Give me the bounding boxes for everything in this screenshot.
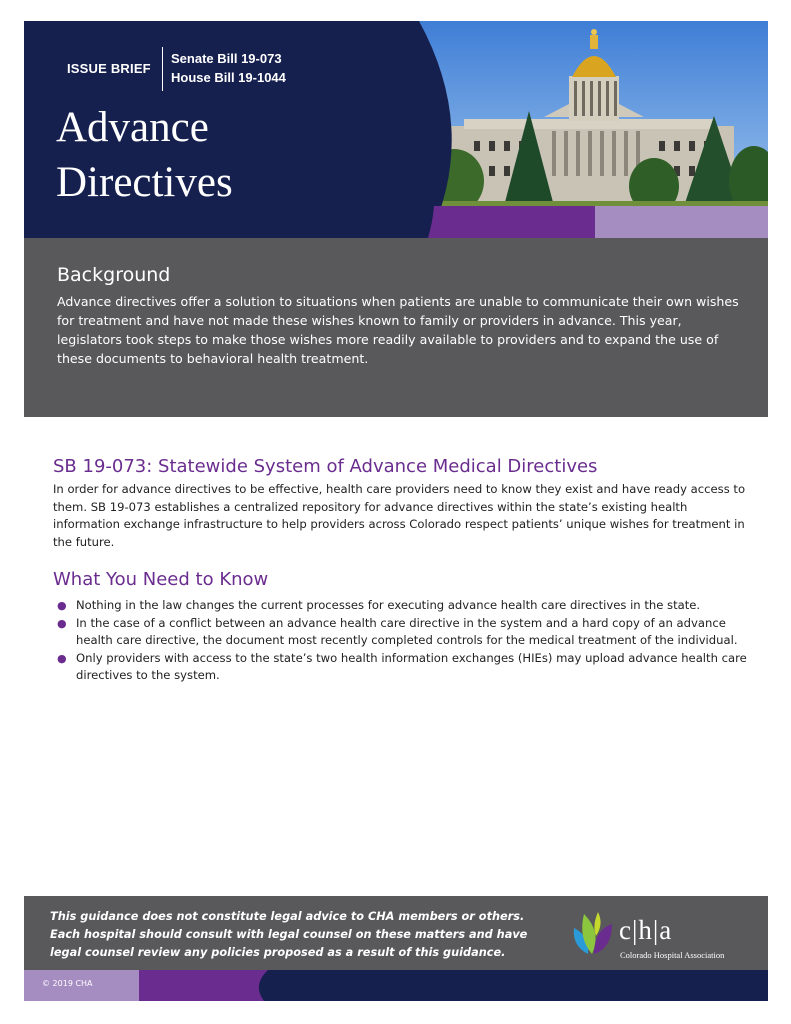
- house-bill-label: House Bill 19-1044: [171, 70, 286, 85]
- list-item-text: In the case of a conflict between an advance health care directive in the system and a hard copy of an advance health care directive, the document most recently completed controls for the medical treatment of the individual.: [76, 615, 738, 647]
- background-section: [24, 238, 768, 417]
- list-item-text: Only providers with access to the state’s two health information exchanges (HIEs) may upload advance health care directives to the system.: [76, 650, 747, 682]
- cha-wordmark: c|h|a: [619, 915, 673, 945]
- issue-brief-label: ISSUE BRIEF: [67, 61, 151, 76]
- legal-disclaimer: This guidance does not constitute legal advice to CHA members or others. Each hospital should consult with legal counsel on these matters and have legal counsel review any policies proposed as a result of this guidance.: [50, 910, 528, 959]
- list-item: [53, 615, 753, 650]
- bullet-icon: ●: [57, 599, 67, 612]
- sb-section-heading: SB 19-073: Statewide System of Advance Medical Directives: [53, 456, 598, 477]
- bottom-bar-shapes: [24, 970, 768, 1001]
- know-bullet-list: [53, 597, 753, 685]
- know-section-heading: What You Need to Know: [53, 569, 269, 590]
- bottom-bar: [24, 970, 768, 1001]
- cha-subtitle: Colorado Hospital Association: [620, 950, 725, 960]
- background-paragraph: Advance directives offer a solution to situations when patients are unable to communicate their own wishes for treatment and have not made these wishes known to family or providers in advance. This year, legislators took steps to make those wishes more readily available to providers and to expand the use of these documents to behavioral health treatment.: [57, 294, 739, 366]
- background-heading: Background: [57, 264, 171, 286]
- sb-section-paragraph: In order for advance directives to be effective, health care providers need to know they exist and have ready access to them. SB 19-073 establishes a centralized repository for advance directives within the state’s existing health information exchange infrastructure to help providers across Colorado respect patients’ unique wishes for treatment in the future.: [53, 482, 746, 549]
- page-title-line-1: Advance: [56, 104, 209, 151]
- footer-disclaimer-band: [24, 896, 768, 970]
- header-banner: [24, 21, 768, 238]
- copyright-text: © 2019 CHA: [42, 979, 93, 988]
- header-divider: [162, 47, 163, 91]
- leaf-logo-icon: [570, 906, 616, 958]
- senate-bill-label: Senate Bill 19-073: [171, 51, 282, 66]
- bullet-icon: ●: [57, 616, 67, 630]
- page-title-line-2: Directives: [56, 159, 233, 206]
- list-item-text: Nothing in the law changes the current processes for executing advance health care directives in the state.: [76, 598, 701, 612]
- bullet-icon: ●: [57, 651, 67, 665]
- cha-logo: [570, 906, 755, 964]
- list-item: [53, 650, 753, 685]
- list-item: [53, 597, 753, 615]
